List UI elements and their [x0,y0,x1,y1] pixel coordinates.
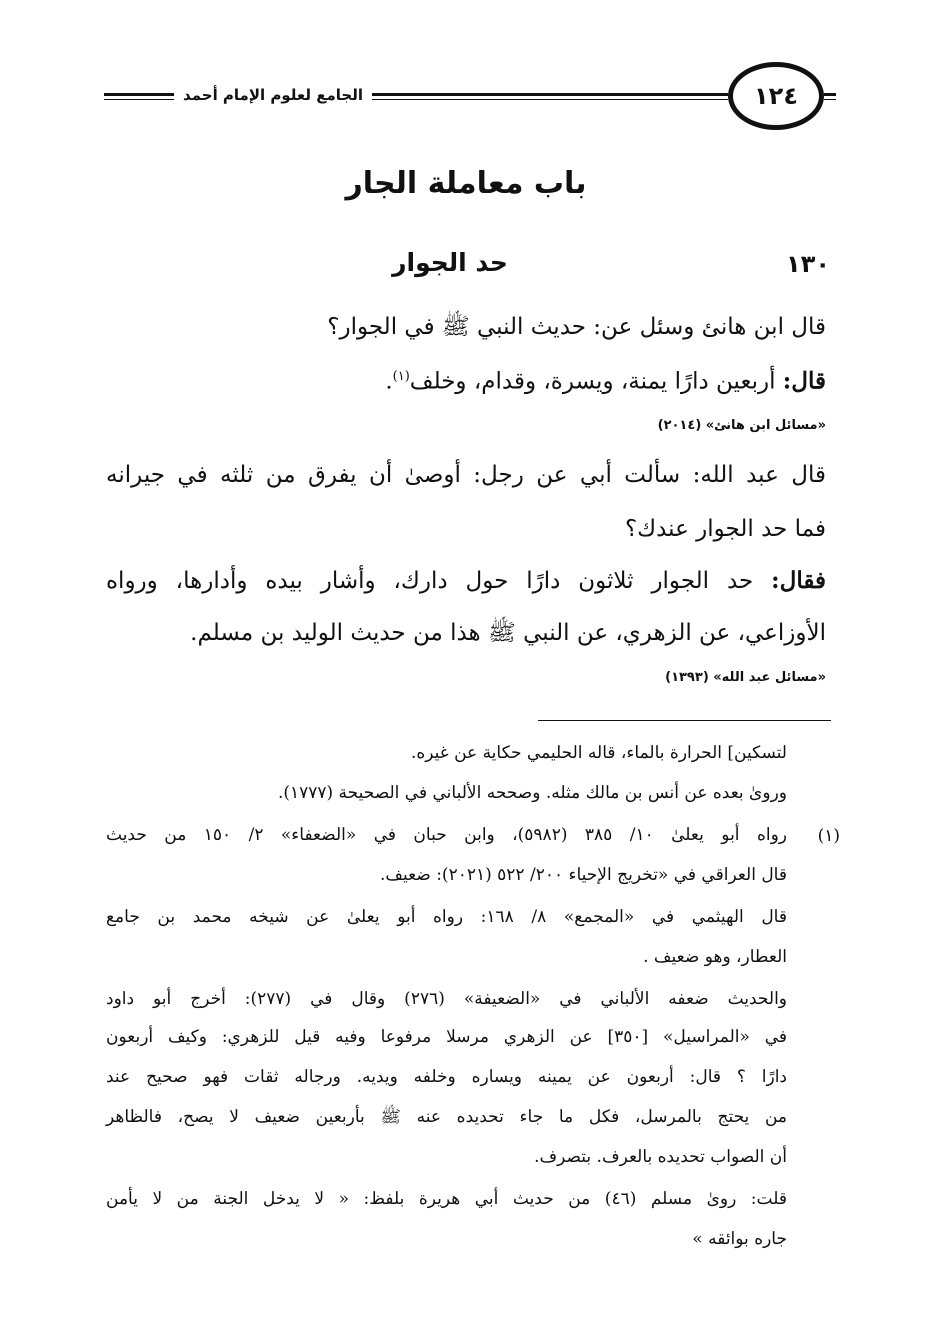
footnote-separator [538,720,831,721]
chapter-title: باب معاملة الجار [345,166,587,201]
page-number-circle [728,62,824,130]
footnote-line: رواه أبو يعلىٰ ١٠/ ٣٨٥ (٥٩٨٢)، وابن حبان في «الضعفاء» ٢/ ١٥٠ من حديث [106,825,787,845]
source-reference-2: «مسائل عبد الله» (١٣٩٣) [665,670,826,685]
footnote-line: لتسكين] الحرارة بالماء، قاله الحليمي حكاية عن غيره. [410,743,787,763]
section-number: ١٣٠ [786,250,830,278]
footnote-line: قال العراقي في «تخريج الإحياء ٢٠٠/ ٥٢٢ (٢٠٢١): ضعيف. [380,865,787,885]
header-rule-right-outer [824,93,836,96]
footnote-line: من يحتج بالمرسل، فكل ما جاء تحديده عنه ﷺ بأربعين ضعيف لا يصح، فالظاهر [106,1107,787,1127]
footnote-line: العطار، وهو ضعيف . [643,947,787,967]
footnote-line: وروىٰ بعده عن أنس بن مالك مثله. وصححه الألباني في الصحيحة (١٧٧٧). [277,783,787,803]
page-number: ١٢٤ [754,82,798,110]
answer-text-2: حد الجوار ثلاثون دارًا حول دارك، وأشار بيده وأدارها، ورواه [106,568,772,594]
header-rule-right-inner [824,99,836,100]
footnote-line: في «المراسيل» [٣٥٠] عن الزهري مرسلا مرفوعا وفيه قيل للزهري: وكيف أربعون [106,1027,787,1047]
header-rule-mid-inner [372,99,728,100]
answer-label-2: فقال: [771,567,826,594]
answer-end: . [385,368,393,395]
running-title: الجامع لعلوم الإمام أحمد [183,86,363,104]
footnote-line: والحديث ضعفه الألباني في «الضعيفة» (٢٧٦) وقال في (٢٧٧): أخرج أبو داود [106,989,788,1009]
body-line-5 [106,564,826,598]
footnote-line: أن الصواب تحديده بالعرف. بتصرف. [534,1147,787,1167]
footnote-ref: (١) [392,369,410,384]
footnote-line: قلت: روىٰ مسلم (٤٦) من حديث أبي هريرة بلفظ: « لا يدخل الجنة من لا يأمن [106,1189,787,1209]
answer-label: قال: [782,367,826,395]
answer-text: أربعين دارًا يمنة، ويسرة، وقدام، وخلف [409,368,783,395]
body-line-1: قال ابن هانئ وسئل عن: حديث النبي ﷺ في الجوار؟ [327,314,826,340]
footnote-marker: (١) [817,826,840,846]
header-rule-mid-outer [372,93,728,96]
body-line-4: فما حد الجوار عندك؟ [624,516,826,542]
header-rule-left-inner [104,99,174,100]
footnote-line: قال الهيثمي في «المجمع» ٨/ ١٦٨: رواه أبو يعلىٰ عن شيخه محمد بن جامع [106,907,787,927]
body-line-2 [385,360,826,399]
header-rule-left-outer [104,93,174,96]
footnote-line: جاره بوائقه » [692,1229,787,1249]
section-title: حد الجوار [392,248,508,277]
body-line-6: الأوزاعي، عن الزهري، عن النبي ﷺ هذا من حديث الوليد بن مسلم. [190,620,826,646]
source-reference-1: «مسائل ابن هانئ» (٢٠١٤) [657,418,826,433]
footnote-line: دارًا ؟ قال: أربعون عن يمينه ويساره وخلفه ويديه. ورجاله ثقات فهو صحيح عند [106,1067,787,1087]
body-line-3: قال عبد الله: سألت أبي عن رجل: أوصىٰ أن يفرق من ثلثه في جيرانه [106,462,826,488]
